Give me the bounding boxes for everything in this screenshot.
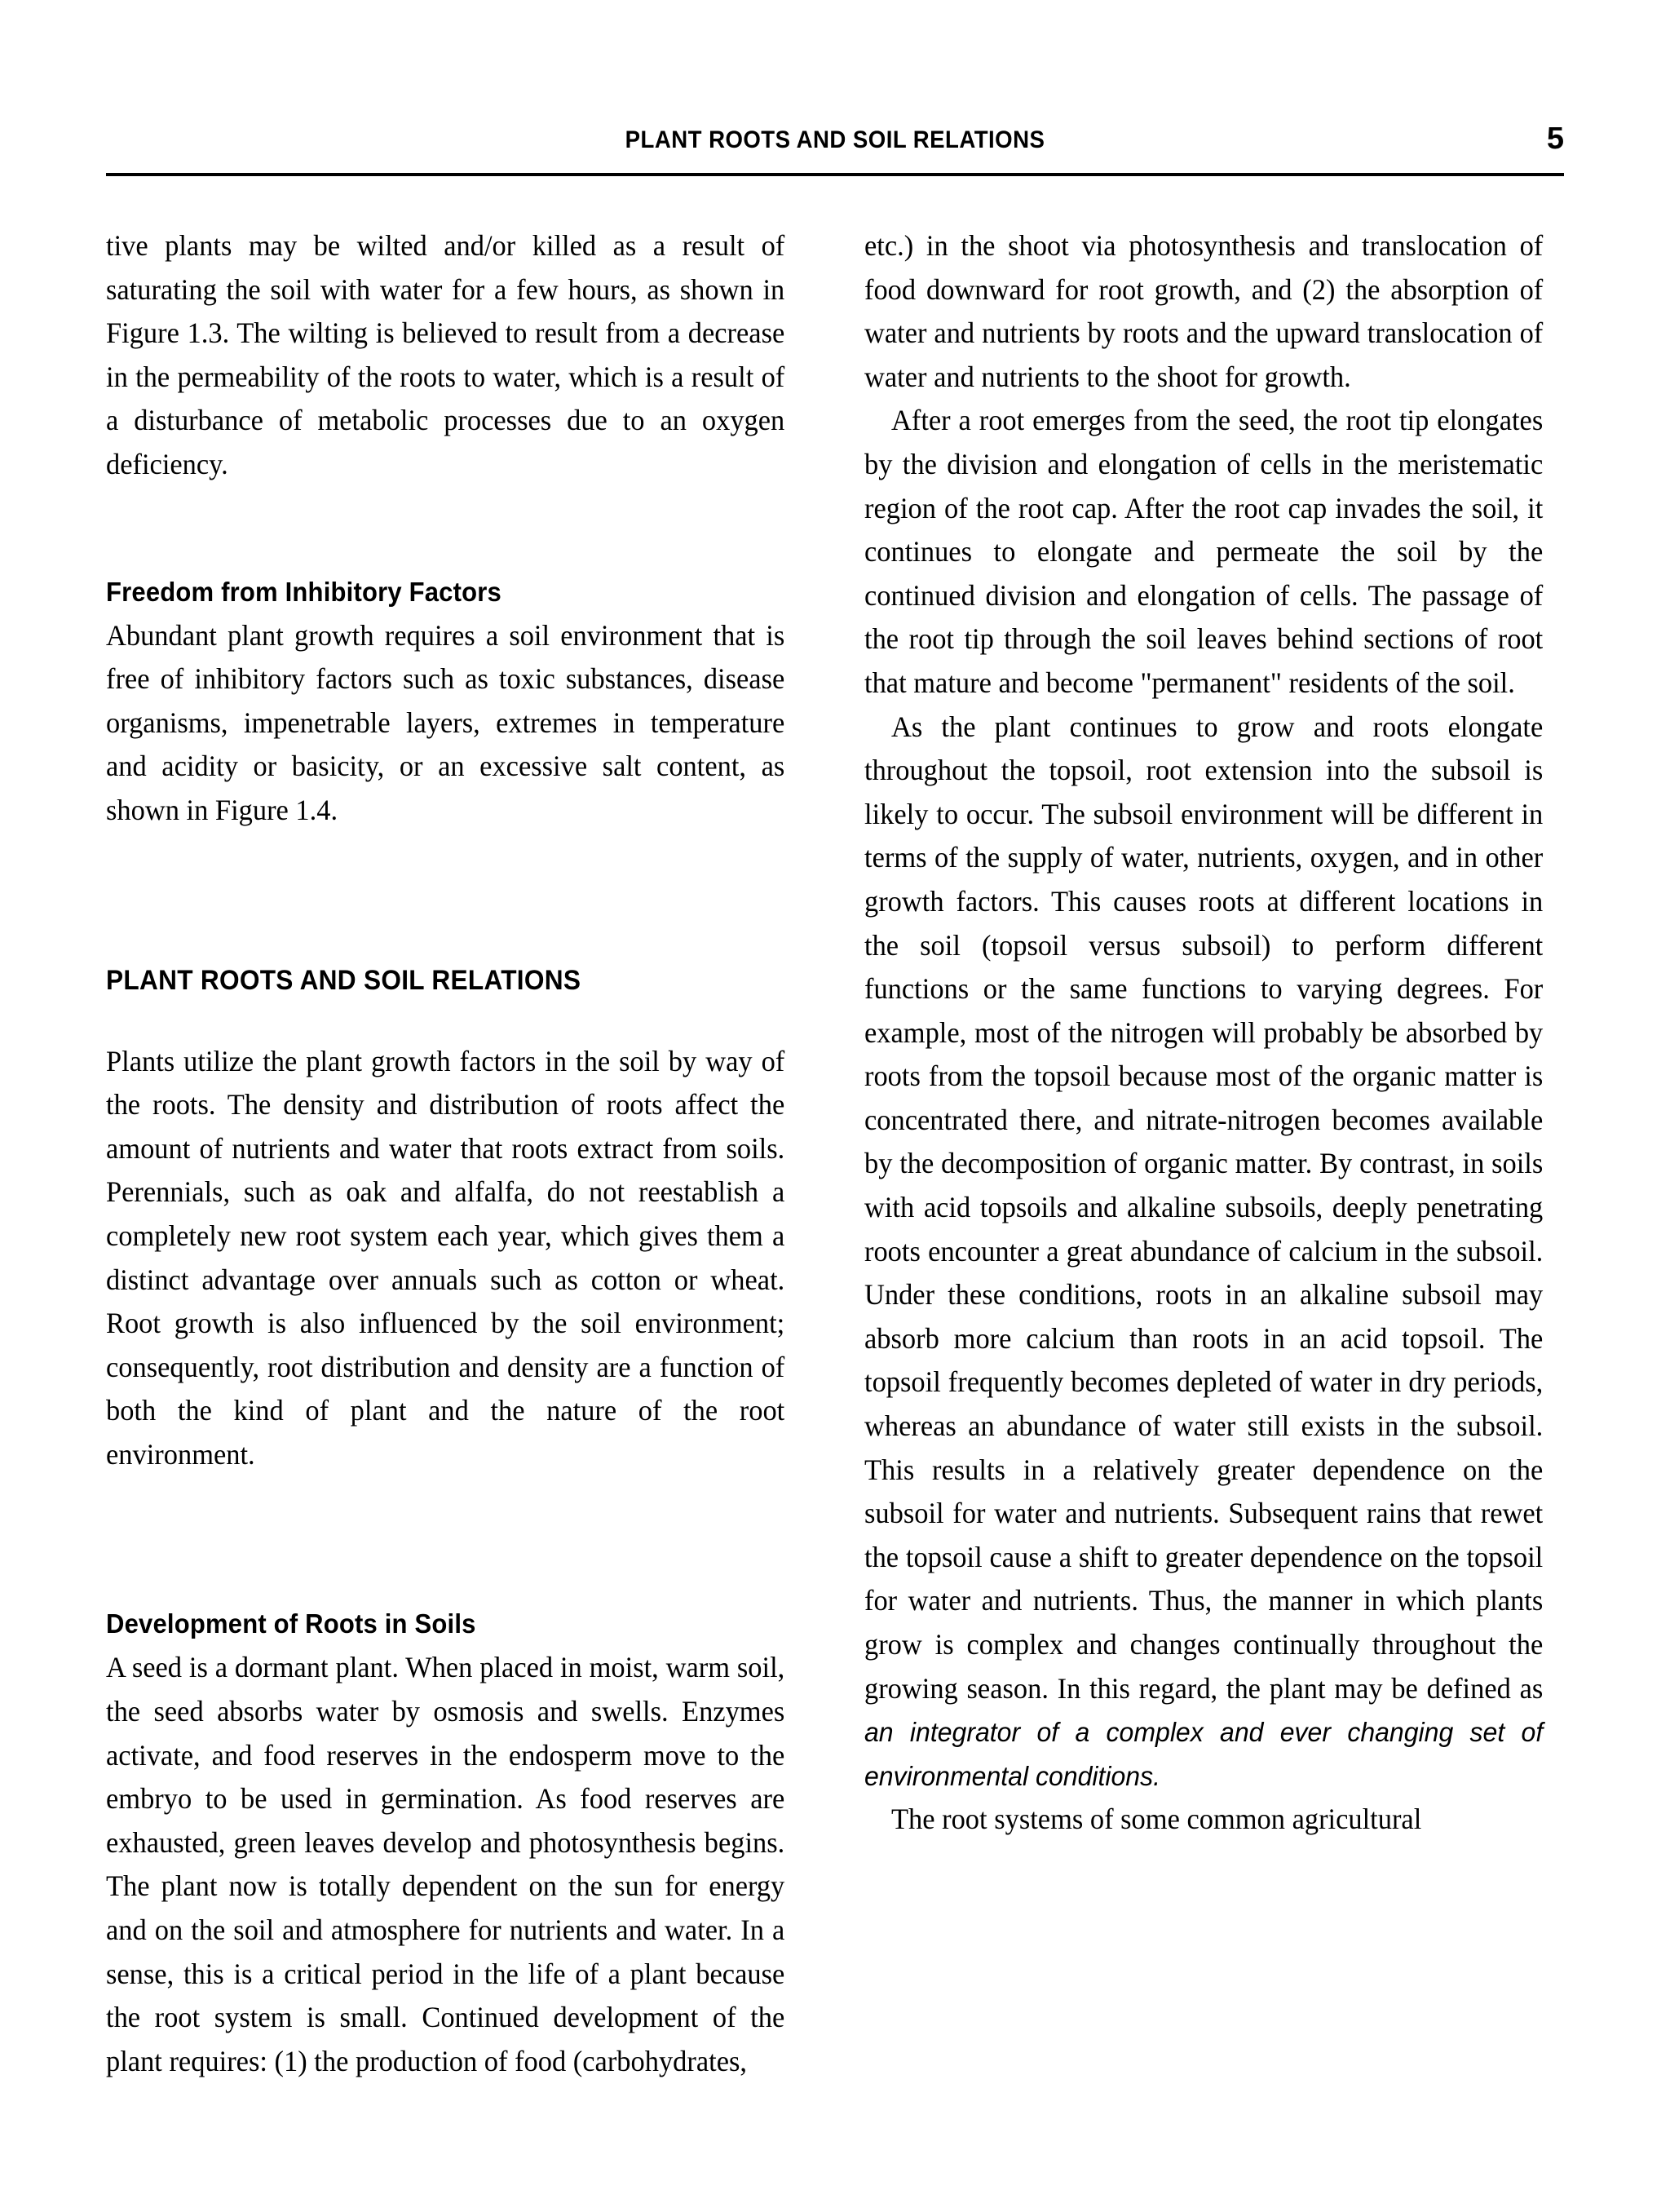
paragraph-root-emergence: After a root emerges from the seed, the root tip elongates by the division and elongation of cells in the meristematic region of the root cap. After the root cap invades the soil, it continues to elongate and permeate the soil by the continued division and elongation of cells. The passage of the root tip through the soil leaves behind sections of root that mature and become "permanent" residents of the soil.	[864, 404, 1544, 699]
paragraph-subsoil-topsoil	[864, 706, 1543, 1798]
spacer	[106, 833, 806, 921]
paragraph-continuation: tive plants may be wilted and/or killed as a result of saturating the soil with water for a few hours, as shown in Figure 1.3. The wilting is believed to result from a decrease in the permeability of the roots to water, which is a result of a disturbance of metabolic processes due to an oxygen deficiency.	[106, 229, 785, 480]
heading-development-of-roots-in-soils: Development of Roots in Soils	[106, 1608, 476, 1639]
paragraph-shoot-translocation: etc.) in the shoot via photosynthesis and translocation of food downward for root growth, and (2) the absorption of water and nutrients by roots and the upward translocation of water and nutrients to the shoot for growth.	[864, 229, 1544, 393]
header-divider	[106, 173, 1564, 176]
running-head	[106, 122, 1564, 175]
left-column	[106, 224, 806, 2083]
two-column-body	[106, 224, 1564, 2083]
spacer	[106, 1564, 806, 1607]
spacer	[106, 1476, 806, 1564]
paragraph-plants-utilize: Plants utilize the plant growth factors in the soil by way of the roots. The density and distribution of roots affect the amount of nutrients and water that roots extract from soils. Perennials, such as oak and alfalfa, do not reestablish a completely new root system each year, which gives them a distinct advantage over annuals such as cotton or wheat. Root growth is also influenced by the soil environment; consequently, root distribution and density are a function of both the kind of plant and the nature of the root environment.	[106, 1044, 785, 1471]
heading-freedom-from-inhibitory-factors: Freedom from Inhibitory Factors	[106, 576, 501, 607]
paragraph-subsoil-topsoil-text: As the plant continues to grow and roots elongate throughout the topsoil, root extension into the subsoil is likely to occur. The subsoil environment will be different in terms of the supply of water, nutrients, oxygen, and in other growth factors. This causes roots at different locations in the soil (topsoil versus subsoil) to perform different functions or the same functions to varying degrees. For example, most of the nitrogen will probably be absorbed by roots from the topsoil because most of the organic matter is concentrated there, and nitrate-nitrogen becomes available by the decomposition of organic matter. By contrast, in soils with acid topsoils and alkaline subsoils, deeply penetrating roots encounter a great abundance of calcium in the subsoil. Under these conditions, roots in an alkaline subsoil may absorb more calcium than roots in an acid topsoil. The topsoil frequently becomes depleted of water in dry periods, whereas an abundance of water still exists in the subsoil. This results in a relatively greater dependence on the subsoil for water and nutrients. Subsequent rains that rewet the topsoil cause a shift to greater dependence on the topsoil for water and nutrients. Thus, the manner in which plants grow is complex and changes continually throughout the growing season. In this regard, the plant may be defined as	[864, 710, 1544, 1705]
heading-plant-roots-and-soil-relations: PLANT ROOTS AND SOIL RELATIONS	[106, 964, 581, 996]
paragraph-seed-development: A seed is a dormant plant. When placed in moist, warm soil, the seed absorbs water by osmosis and swells. Enzymes activate, and food reserves in the endosperm move to the embryo to be used in germination. As food reserves are exhausted, green leaves develop and photosynthesis begins. The plant now is totally dependent on the sun for energy and on the soil and atmosphere for nutrients and water. In a sense, this is a critical period in the life of a plant because the root system is small. Continued development of the plant requires: (1) the production of food (carbohydrates,	[106, 1651, 785, 2077]
emphasis-integrator-definition: an integrator of a complex and ever changing set of environmental conditions.	[864, 1717, 1544, 1791]
right-column	[864, 224, 1564, 2083]
paragraph-root-systems-continuation: The root systems of some common agricultural	[890, 1803, 1422, 1836]
spacer	[106, 998, 806, 1040]
paragraph-inhibitory-factors: Abundant plant growth requires a soil environment that is free of inhibitory factors such as toxic substances, disease organisms, impenetrable layers, extremes in temperature and acidity or basicity, or an excessive salt content, as shown in Figure 1.4.	[106, 618, 785, 826]
page-number: 5	[1546, 122, 1564, 156]
running-head-title: PLANT ROOTS AND SOIL RELATIONS	[625, 126, 1045, 153]
spacer	[106, 921, 806, 963]
spacer	[106, 487, 806, 575]
